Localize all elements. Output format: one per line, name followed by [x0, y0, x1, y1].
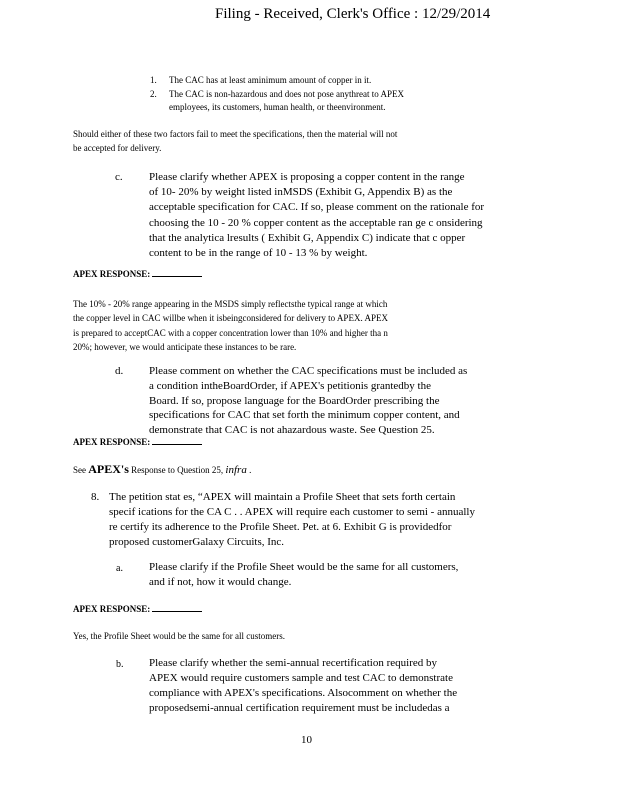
item-b-line: APEX would require customers sample and test CAC to demonstrate [149, 672, 453, 684]
item-a-letter: a. [116, 563, 123, 574]
should-para-line-2: be accepted for delivery. [73, 143, 162, 153]
item-d-line: Please comment on whether the CAC specifications must be included as [149, 365, 468, 377]
item-8-line: The petition stat es, “APEX will maintain a Profile Sheet that sets forth certain [109, 491, 456, 503]
item-c-letter: c. [115, 171, 123, 183]
item-d-line: specifications for CAC that set forth the minimum copper content, and [149, 409, 460, 422]
item-b-line: compliance with APEX's specifications. Alsocomment on whether the [149, 687, 458, 699]
item-c-line: choosing the 10 - 20 % copper content as the acceptable ran ge c onsidering [149, 216, 483, 229]
item-c-line: that the analytica lresults ( Exhibit G, Appendix C) indicate that c opper [149, 231, 466, 244]
list-item-1-text: The CAC has at least aminimum amount of copper in it. [169, 75, 372, 85]
item-a-text [149, 560, 534, 590]
response-1-line: the copper level in CAC willbe when it isbeingconsidered for delivery to APEX. APEX [73, 313, 388, 324]
item-8-text [109, 490, 529, 550]
list-item-2-text-cont: employees, its customers, human health, or theenvironment. [169, 102, 386, 112]
item-8-line: specif ications for the CA C . . APEX will require each customer to semi - annually [109, 506, 475, 518]
item-a-line: and if not, how it would change. [149, 576, 292, 588]
item-c-line: acceptable specification for CAC. If so, please comment on the rationale for [149, 201, 485, 214]
response-3-text: Yes, the Profile Sheet would be the same for all customers. [73, 631, 286, 641]
item-d-line: Board. If so, propose language for the BoardOrder prescribing the [149, 394, 440, 407]
item-b-line: Please clarify whether the semi-annual recertification required by [149, 657, 438, 669]
see-response-line: See APEX's Response to Question 25, infra . [73, 462, 252, 476]
response-1-line: is prepared to acceptCAC with a copper concentration lower than 10% and higher tha n [73, 327, 388, 338]
should-para-line-1: Should either of these two factors fail to meet the specifications, then the material will not [73, 129, 398, 139]
response-1-line: The 10% - 20% range appearing in the MSDS simply reflectsthe typical range at which [73, 299, 388, 309]
list-item-1-number: 1. [150, 75, 157, 85]
item-8-number: 8. [91, 491, 100, 503]
apex-response-label-1: APEX RESPONSE: [73, 268, 202, 279]
item-b-letter: b. [116, 659, 124, 670]
item-d-letter: d. [115, 365, 124, 377]
item-c-line: of 10- 20% by weight listed inMSDS (Exhibit G, Appendix B) as the [149, 186, 453, 199]
filing-header: Filing - Received, Clerk's Office : 12/29/2014 [215, 6, 491, 22]
apex-response-label-3: APEX RESPONSE: [73, 603, 202, 614]
page-number: 10 [301, 734, 312, 746]
item-b-text [149, 656, 534, 716]
item-a-line: Please clarify if the Profile Sheet would be the same for all customers, [149, 561, 459, 573]
response-1-text [73, 297, 388, 354]
list-item-2-number: 2. [150, 89, 157, 99]
item-d-line: demonstrate that CAC is not ahazardous waste. See Question 25. [149, 424, 435, 437]
item-8-line: proposed customerGalaxy Circuits, Inc. [109, 536, 285, 548]
item-8-line: re certify its adherence to the Profile Sheet. Pet. at 6. Exhibit G is providedfor [109, 521, 452, 533]
item-c-line: content to be in the range of 10 - 13 % by weight. [149, 247, 368, 260]
apex-response-label-2: APEX RESPONSE: [73, 436, 202, 447]
response-1-line: 20%; however, we would anticipate these instances to be rare. [73, 341, 297, 352]
list-item-2-text: The CAC is non-hazardous and does not pose anythreat to APEX [169, 89, 404, 99]
item-c-line: Please clarify whether APEX is proposing a copper content in the range [149, 171, 465, 183]
item-d-line: a condition intheBoardOrder, if APEX's petitionis grantedby the [149, 379, 431, 392]
item-c-text [149, 170, 539, 261]
item-d-text [149, 364, 534, 438]
item-b-line: proposedsemi-annual certification requirement must be includedas a [149, 702, 450, 714]
